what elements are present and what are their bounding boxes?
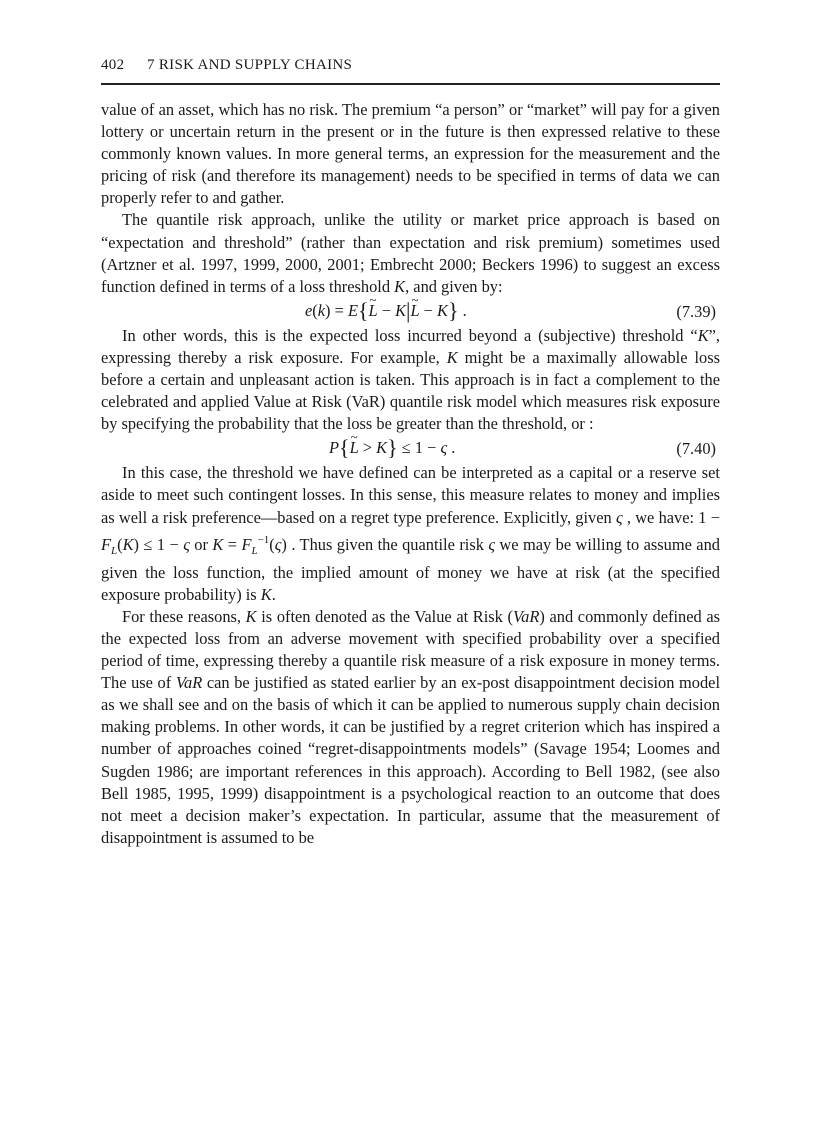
paragraph: In this case, the threshold we have defined can be interpreted as a capital or a reserve set aside to meet such contingent losses. In this sense, this measure relates to money and implies as well a risk preference—based on a regret type preference. Explicitly, given ς , we have: $1 - F_L(K) \le 1 - \varsigma$ or $K = F_L^{-1}(\varsigma)$ . Thus given the quantile risk ς we may be willing to assume and given the loss function, the implied amount of money we have at risk (at the specified exposure probability) is K. [101,463,720,604]
equation-number: (7.40) [676,439,716,459]
running-header [101,56,720,78]
equation-formula: e(k) = E{~ L − K|~ L − K} . [305,300,467,322]
page-number: 402 [101,57,125,73]
equation-formula: P{~ L > K} ≤ 1 − ς . [329,437,455,459]
equation-number: (7.39) [676,301,716,321]
chapter-title: 7 RISK AND SUPPLY CHAINS [147,57,353,73]
paragraph: value of an asset, which has no risk. The premium “a person” or “market” will pay for a given lottery or uncertain return in the present or in the future is then expressed relative to these commonly known values. In more general terms, an expression for the measurement and the pricing of risk (and therefore its management) needs to be specified in terms of data we can properly refer to and gather. [101,100,720,208]
paragraph: The quantile risk approach, unlike the utility or market price approach is based on “expectation and threshold” (rather than expectation and risk premium) sometimes used (Artzner et al. 1997, 1999, 2000, 2001; Embrecht 2000; Beckers 1996) to suggest an excess function defined in terms of a loss threshold K, and given by: [101,210,720,296]
equation-7-40 [101,435,720,462]
header-rule [101,83,720,85]
page-body [101,99,720,849]
paragraph: In other words, this is the expected loss incurred beyond a (subjective) threshold “K”, expressing thereby a risk exposure. For example, K might be a maximally allowable loss before a certain and unpleasant action is taken. This approach is in fact a complement to the celebrated and applied Value at Risk (VaR) quantile risk model which measures risk exposure by specifying the probability that the loss be greater than the threshold, or : [101,325,720,434]
paragraph: For these reasons, K is often denoted as the Value at Risk (VaR) and commonly defined as the expected loss from an adverse movement with specified probability over a specified period of time, expressing thereby a quantile risk measure of a risk exposure in money terms. The use of VaR can be justified as stated earlier by an ex-post disappointment decision model as we shall see and on the basis of which it can be applied to numerous supply chain decision making problems. In other words, it can be justified by a regret criterion which has inspired a number of approaches coined “regret-disappointments models” (Savage 1954; Loomes and Sugden 1986; are important references in this approach). According to Bell 1982, (see also Bell 1985, 1995, 1999) disappointment is a psychological reaction to an outcome that does not meet a decision maker’s expectation. In particular, assume that the measurement of disappointment is assumed to be [101,606,721,847]
equation-7-39 [101,298,720,325]
